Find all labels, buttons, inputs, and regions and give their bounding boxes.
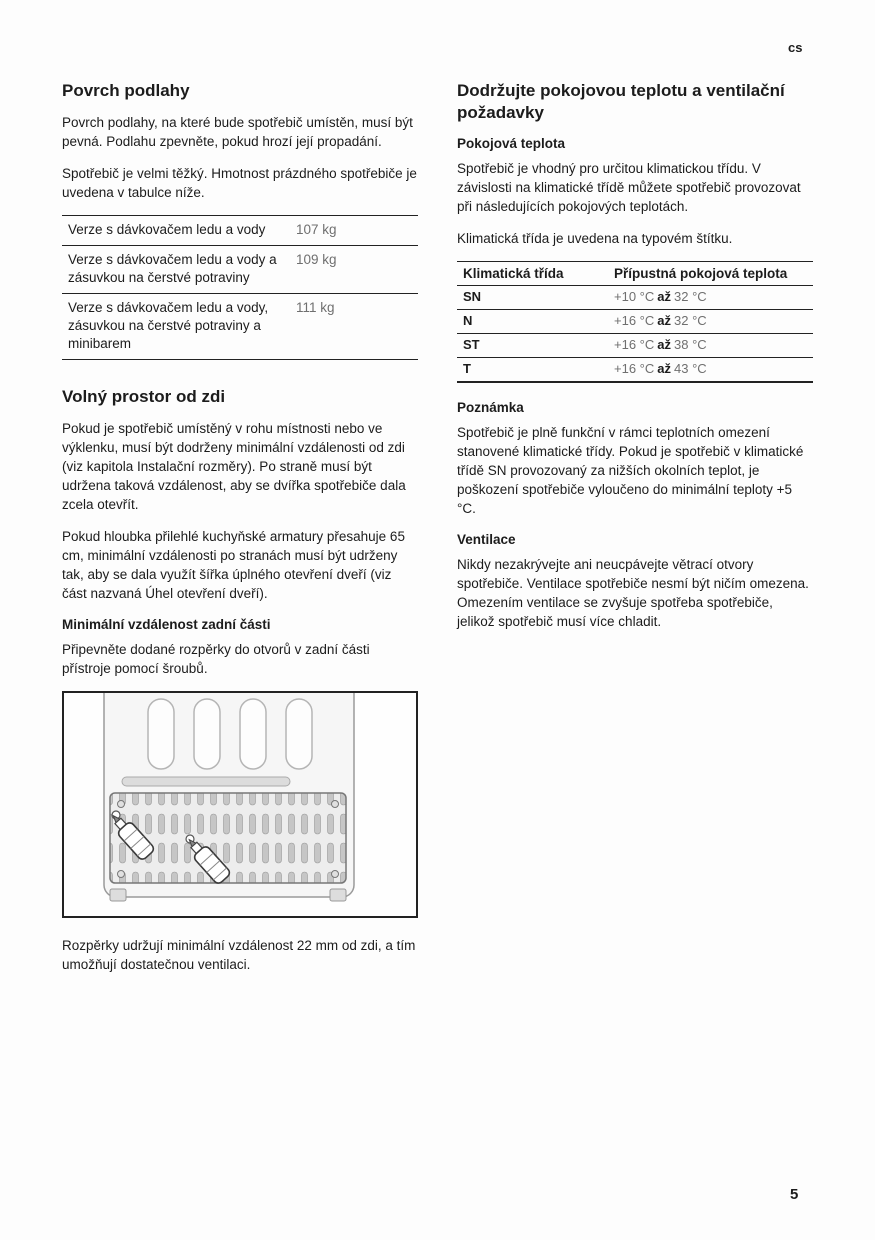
paragraph-floor-2: Spotřebič je velmi těžký. Hmotnost prázdného spotřebiče je uvedena v tabulce níže. xyxy=(62,166,417,200)
paragraph-floor-1: Povrch podlahy, na které bude spotřebič umístěn, musí být pevná. Podlahu zpevněte, pokud hrozí její propadání. xyxy=(62,115,413,149)
climate-table-row xyxy=(457,358,813,383)
paragraph-temp-1: Spotřebič je vhodný pro určitou klimatickou třídu. V závislosti na klimatické třídě můžete spotřebič provozovat při následujících pokojových teplotách. xyxy=(457,161,801,214)
climate-temp-range: +16 °C až 43 °C xyxy=(608,358,813,383)
weight-label: Verze s dávkovačem ledu a vody a zásuvkou na čerstvé potraviny xyxy=(62,246,290,294)
weight-label: Verze s dávkovačem ledu a vody xyxy=(62,216,290,246)
weight-table-row xyxy=(62,294,418,360)
climate-table-row xyxy=(457,334,813,358)
subheading-room-temperature: Pokojová teplota xyxy=(457,136,566,151)
paragraph-ventilation: Nikdy nezakrývejte ani neucpávejte větrací otvory spotřebiče. Ventilace spotřebiče nesmí být ničím omezena. Omezením ventilace se zvyšuje spotřeba spotřebiče, jelikož spotřebič musí více chladit. xyxy=(457,557,809,629)
climate-table-header-row xyxy=(457,262,813,286)
climate-table-row xyxy=(457,310,813,334)
climate-class: T xyxy=(457,358,608,383)
paragraph-wall-1: Pokud je spotřebič umístěný v rohu místnosti nebo ve výklenku, musí být dodrženy minimální vzdálenosti od zdi (viz kapitola Instalační rozměry). Po straně musí být udržena taková vzdálenost, aby se dvířka spotřebiče dala zcela otevřít. xyxy=(62,421,406,512)
climate-class: N xyxy=(457,310,608,334)
weight-table-row xyxy=(62,246,418,294)
climate-temp-range: +16 °C až 38 °C xyxy=(608,334,813,358)
section-title-wall-clearance: Volný prostor od zdi xyxy=(62,387,226,406)
weight-table-row xyxy=(62,216,418,246)
section-title-floor: Povrch podlahy xyxy=(62,81,190,100)
paragraph-note: Spotřebič je plně funkční v rámci teplotních omezení stanovené klimatické třídy. Pokud je spotřebič v klimatické třídě SN provozovaný za nižších okolních teplot, je poškození spotřebiče vyloučeno do minimální teploty +5 °C. xyxy=(457,425,804,516)
page-number: 5 xyxy=(790,1186,799,1203)
subheading-note: Poznámka xyxy=(457,400,524,415)
rear-spacer-figure xyxy=(62,691,418,918)
climate-class: SN xyxy=(457,286,608,310)
language-code: cs xyxy=(788,40,803,55)
section-title-room-temp: Dodržujte pokojovou teplotu a ventilační požadavky xyxy=(457,81,785,122)
weight-label: Verze s dávkovačem ledu a vody, zásuvkou na čerstvé potraviny a minibarem xyxy=(62,294,290,360)
weight-table xyxy=(62,215,418,360)
climate-table-row xyxy=(457,286,813,310)
figure-caption: Rozpěrky udržují minimální vzdálenost 22 mm od zdi, a tím umožňují dostatečnou ventilaci. xyxy=(62,938,416,972)
subheading-ventilation: Ventilace xyxy=(457,532,516,547)
weight-value: 111 kg xyxy=(290,294,418,360)
paragraph-wall-2: Pokud hloubka přilehlé kuchyňské armatury přesahuje 65 cm, minimální vzdálenosti po stranách musí být udrženy tak, aby se dala využít šířka úplného otevření dveří (viz část nazvaná Úhel otevření dveří). xyxy=(62,529,405,601)
weight-value: 109 kg xyxy=(290,246,418,294)
climate-class: ST xyxy=(457,334,608,358)
climate-temp-range: +16 °C až 32 °C xyxy=(608,310,813,334)
climate-header-class: Klimatická třída xyxy=(457,262,608,286)
paragraph-rear: Připevněte dodané rozpěrky do otvorů v zadní části přístroje pomocí šroubů. xyxy=(62,642,370,676)
left-column xyxy=(62,80,418,987)
right-column xyxy=(457,80,813,644)
climate-temp-range: +10 °C až 32 °C xyxy=(608,286,813,310)
paragraph-temp-2: Klimatická třída je uvedena na typovém štítku. xyxy=(457,231,733,246)
subheading-rear-distance: Minimální vzdálenost zadní části xyxy=(62,617,271,632)
climate-class-table xyxy=(457,261,813,383)
climate-header-temp: Přípustná pokojová teplota xyxy=(608,262,813,286)
weight-value: 107 kg xyxy=(290,216,418,246)
rear-spacers-illustration xyxy=(64,693,416,916)
